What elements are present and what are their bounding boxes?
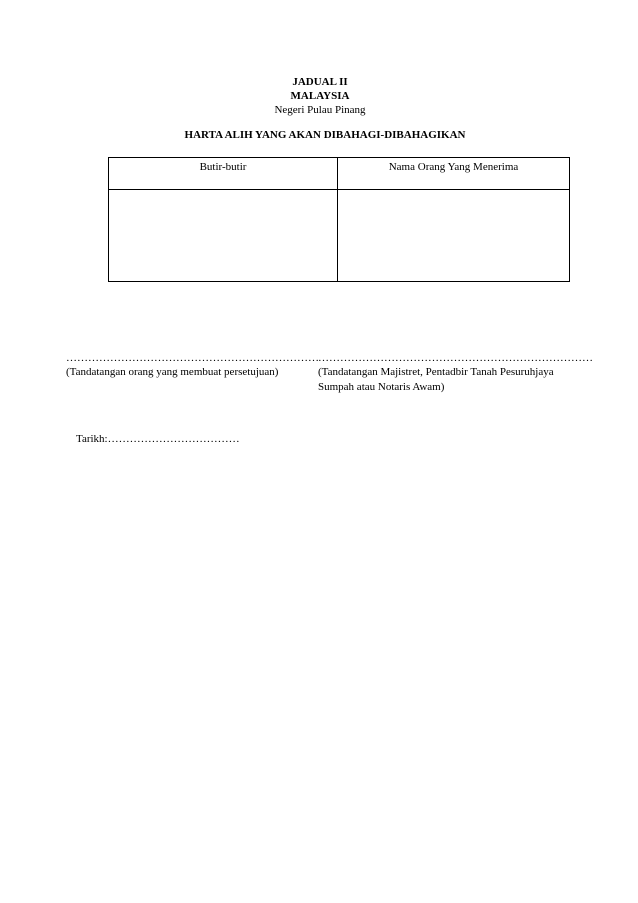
table-header-row [109,158,570,190]
state-subtitle: Negeri Pulau Pinang [274,104,366,116]
form-title: HARTA ALIH YANG AKAN DIBAHAGI-DIBAHAGIKAN [184,129,466,141]
schedule-title: JADUAL II [292,76,348,88]
property-table [108,157,570,282]
country-title: MALAYSIA [290,90,350,102]
left-signature-line: …………………………………………………………… [66,352,319,364]
right-signature-line: ………………………………………………………………… [318,352,593,364]
details-cell[interactable] [109,190,338,282]
right-signature-caption-line2: Sumpah atau Notaris Awam) [318,381,445,393]
left-signature-caption: (Tandatangan orang yang membuat persetujuan) [66,366,279,378]
recipient-cell[interactable] [338,190,570,282]
date-field: Tarikh:……………………………… [76,433,240,445]
column-header-details: Butir-butir [109,158,338,190]
table-row [109,190,570,282]
right-signature-caption-line1: (Tandatangan Majistret, Pentadbir Tanah Pesuruhjaya [318,366,554,378]
column-header-recipient: Nama Orang Yang Menerima [338,158,570,190]
